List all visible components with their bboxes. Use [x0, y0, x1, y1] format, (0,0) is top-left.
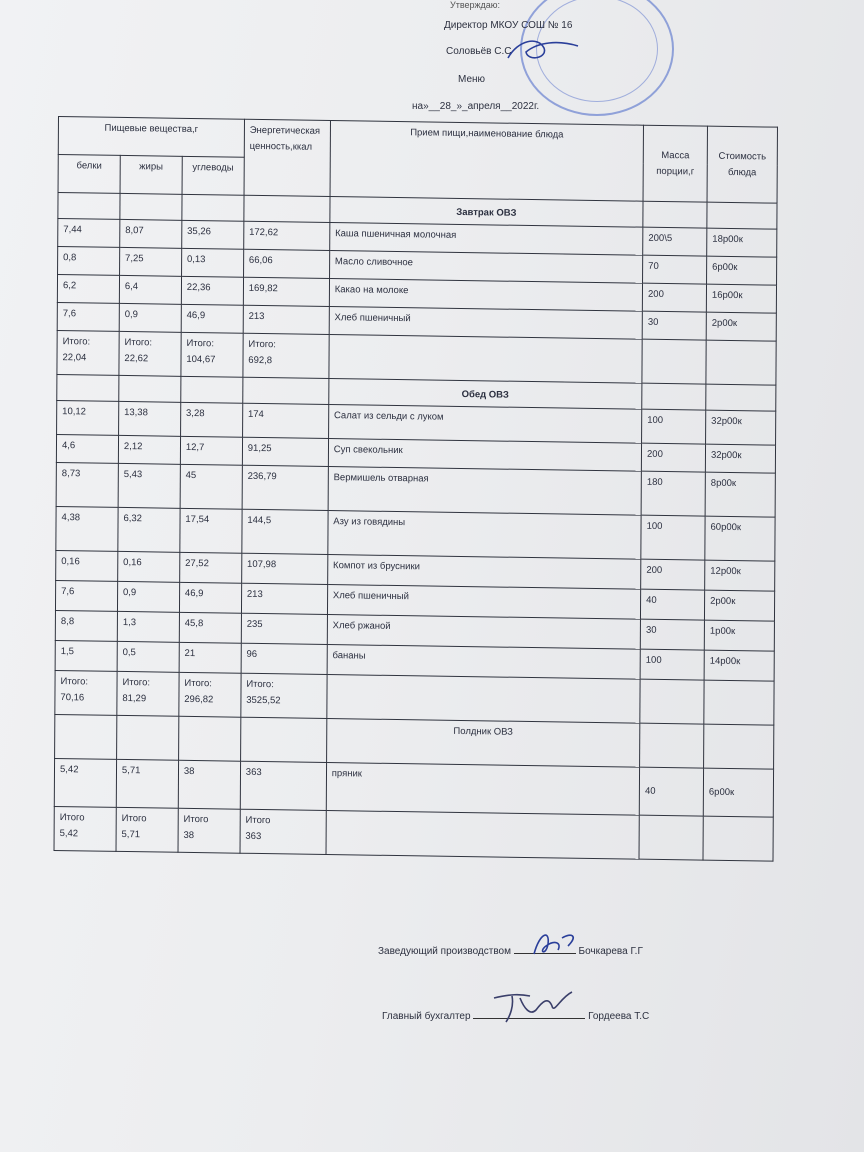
table-row: 1,5 0,5 21 96 бананы 100 14р00к — [55, 640, 774, 681]
table-row: 4,6 2,12 12,7 91,25 Суп свекольник 200 32р00к — [56, 434, 775, 473]
snack-total-row: Итого 5,42 Итого 5,71 Итого 38 Итого 363 — [54, 806, 773, 861]
production-head-title: Заведующий производством — [378, 946, 511, 957]
table-row: 0,8 7,25 0,13 66,06 Масло сливочное 70 6р00к — [58, 246, 777, 285]
lunch-total-row: Итого: 70,16 Итого: 81,29 Итого: 296,82 Итого: 3525,52 — [55, 670, 774, 725]
table-row: 5,42 5,71 38 363 пряник 40 6р00к — [54, 758, 773, 817]
approval-label: Утверждаю: — [450, 0, 501, 10]
mass-header: Масса порции,г — [643, 125, 707, 202]
cost-header: Стоимость блюда — [707, 126, 777, 203]
table-row: 7,6 0,9 46,9 213 Хлеб пшеничный 30 2р00к — [57, 302, 776, 341]
table-row: 4,38 6,32 17,54 144,5 Азу из говядины 100 60р00к — [56, 506, 775, 561]
menu-table — [54, 116, 778, 862]
table-row: 6,2 6,4 22,36 169,82 Какао на молоке 200 16р00к — [57, 274, 776, 313]
accountant-signature — [490, 986, 580, 1028]
director-title: Директор МКОУ СОШ № 16 — [444, 20, 573, 31]
protein-header: белки — [58, 155, 120, 194]
lunch-title: Обед ОВЗ — [329, 379, 642, 410]
menu-date: на»__28_»_апреля__2022г. — [412, 101, 540, 112]
table-row: 8,73 5,43 45 236,79 Вермишель отварная 180 8р00к — [56, 462, 775, 517]
breakfast-total-row: Итого: 22,04 Итого: 22,62 Итого: 104,67 Итого: 692,8 — [57, 330, 776, 385]
production-head-line — [378, 946, 643, 957]
table-row: 7,6 0,9 46,9 213 Хлеб пшеничный 40 2р00к — [55, 580, 774, 621]
production-head-signature — [528, 926, 588, 964]
director-signature — [498, 30, 588, 70]
accountant-name: Гордеева Т.С — [588, 1011, 650, 1022]
nutrients-header: Пищевые вещества,г — [58, 117, 244, 158]
accountant-title: Главный бухгалтер — [382, 1011, 471, 1022]
energy-header: Энергетическая ценность,ккал — [244, 119, 330, 196]
fat-header: жиры — [120, 155, 182, 194]
director-name: Соловьёв С.С — [446, 46, 512, 57]
table-row: 10,12 13,38 3,28 174 Салат из сельди с луком 100 32р00к — [57, 400, 776, 445]
table-row: 8,8 1,3 45,8 235 Хлеб ржаной 30 1р00к — [55, 610, 774, 651]
carbs-header: углеводы — [182, 156, 244, 195]
table-row: 0,16 0,16 27,52 107,98 Компот из брусники 200 12р00к — [56, 550, 775, 591]
production-head-name: Бочкарева Г.Г — [578, 946, 643, 957]
table-row: 7,44 8,07 35,26 172,62 Каша пшеничная молочная 200\5 18р00к — [58, 219, 777, 258]
snack-title: Полдник ОВЗ — [326, 718, 640, 767]
menu-title: Меню — [458, 74, 486, 85]
breakfast-title: Завтрак ОВЗ — [330, 197, 643, 228]
meal-header: Прием пищи,наименование блюда — [330, 121, 644, 202]
